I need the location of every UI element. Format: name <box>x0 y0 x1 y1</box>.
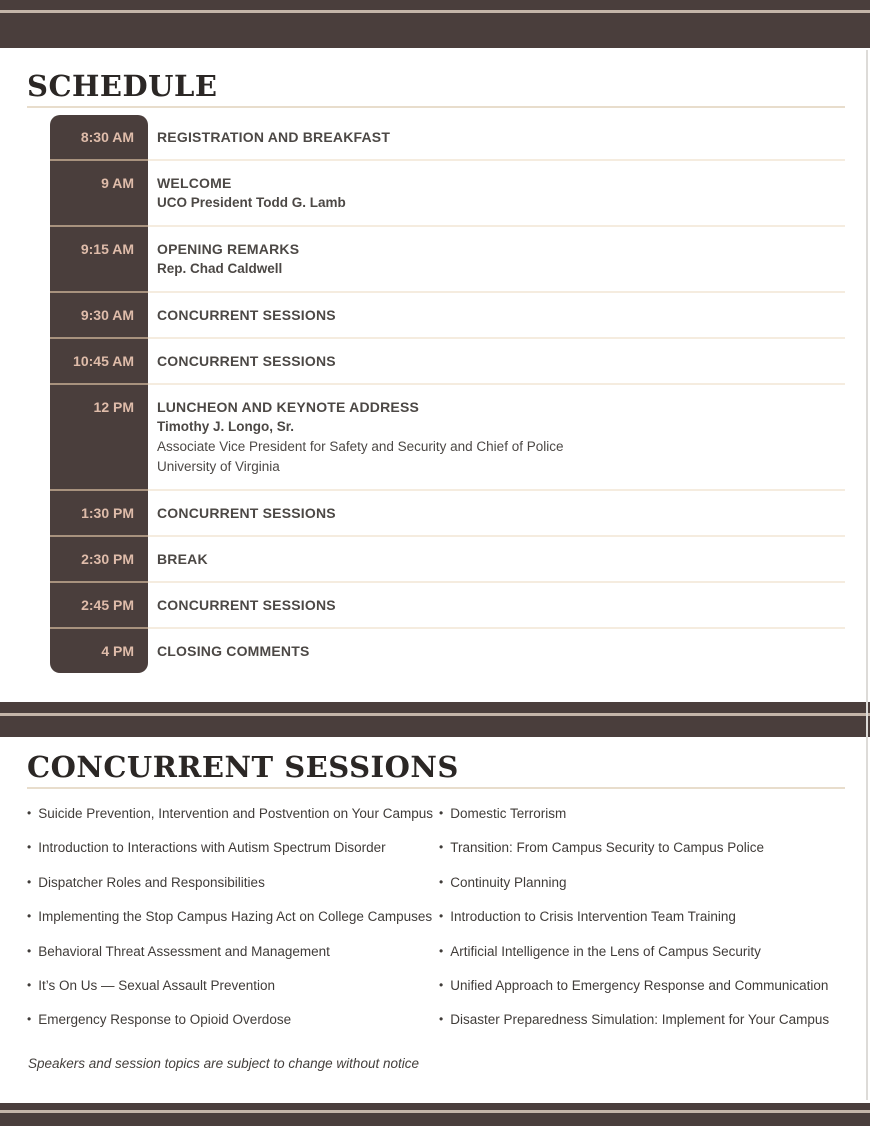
schedule-time-cell: 9:30 AM <box>50 293 148 339</box>
session-topic-label: Emergency Response to Opioid Overdose <box>38 1012 292 1028</box>
session-topic-item <box>439 935 829 969</box>
session-topic-label: Continuity Planning <box>450 874 567 890</box>
session-topic-label: Behavioral Threat Assessment and Management <box>38 943 330 959</box>
bullet-icon: • <box>439 909 444 924</box>
session-topic-item <box>27 900 439 934</box>
session-topic-item <box>27 797 439 831</box>
session-topic-label: It’s On Us — Sexual Assault Prevention <box>38 978 276 994</box>
bottom-band-accent-line <box>0 1110 870 1113</box>
session-topic-label: Introduction to Interactions with Autism Spectrum Disorder <box>38 840 386 856</box>
session-topic-item <box>439 1003 829 1037</box>
session-title: WELCOME <box>157 175 232 191</box>
session-topic-label: Unified Approach to Emergency Response and Communication <box>450 978 829 994</box>
session-topics-left-column <box>27 797 439 1038</box>
session-topic-item <box>439 969 829 1003</box>
session-topic-label: Domestic Terrorism <box>450 806 567 821</box>
schedule-time-cell: 10:45 AM <box>50 339 148 385</box>
bullet-icon: • <box>27 874 32 889</box>
schedule-content-cell <box>148 385 845 491</box>
page-edge-line <box>866 50 868 1100</box>
session-topic-label: Introduction to Crisis Intervention Team Training <box>450 909 736 925</box>
schedule-content-cell <box>148 537 845 583</box>
session-topic-label: Transition: From Campus Security to Campus Police <box>450 840 765 856</box>
disclaimer-note: Speakers and session topics are subject to change without notice <box>28 1055 419 1071</box>
schedule-content-cell <box>148 629 845 673</box>
concurrent-sessions-section <box>0 751 870 1074</box>
session-topics-right-column <box>439 797 829 1038</box>
bullet-icon: • <box>27 1012 32 1027</box>
session-topic-item <box>439 866 829 900</box>
session-topic-label: Suicide Prevention, Intervention and Postvention on Your Campus <box>38 806 433 821</box>
concurrent-sessions-heading: CONCURRENT SESSIONS <box>27 751 845 789</box>
session-topic-item <box>27 935 439 969</box>
session-topic-item <box>439 797 829 831</box>
session-topic-item <box>27 969 439 1003</box>
schedule-content-cell <box>148 115 845 161</box>
session-title: CONCURRENT SESSIONS <box>157 307 336 323</box>
middle-band <box>0 702 870 737</box>
session-title: OPENING REMARKS <box>157 241 300 257</box>
session-title: CONCURRENT SESSIONS <box>157 353 336 369</box>
bullet-icon: • <box>439 943 444 958</box>
schedule-time-cell: 12 PM <box>50 385 148 491</box>
session-topic-label: Implementing the Stop Campus Hazing Act on College Campuses <box>38 909 433 925</box>
schedule-time-cell: 9 AM <box>50 161 148 227</box>
session-topic-label: Dispatcher Roles and Responsibilities <box>38 874 265 890</box>
schedule-section <box>0 70 870 673</box>
session-title: CONCURRENT SESSIONS <box>157 505 336 521</box>
bullet-icon: • <box>27 806 32 820</box>
top-band <box>0 0 870 48</box>
session-title: CONCURRENT SESSIONS <box>157 597 336 613</box>
session-topic-item <box>27 831 439 865</box>
bullet-icon: • <box>439 874 444 889</box>
bullet-icon: • <box>27 978 32 993</box>
top-band-accent-line <box>0 10 870 13</box>
schedule-content-cell <box>148 491 845 537</box>
session-topic-item <box>439 831 829 865</box>
bullet-icon: • <box>439 806 444 820</box>
bottom-band <box>0 1103 870 1126</box>
schedule-content-cell <box>148 227 845 293</box>
schedule-time-cell: 4 PM <box>50 629 148 673</box>
schedule-content-cell <box>148 161 845 227</box>
session-detail: Timothy J. Longo, Sr. <box>157 419 295 434</box>
schedule-content-cell <box>148 293 845 339</box>
schedule-content-cell <box>148 339 845 385</box>
bullet-icon: • <box>27 840 32 855</box>
schedule-content-cell <box>148 583 845 629</box>
session-detail: Associate Vice President for Safety and Security and Chief of Police <box>157 439 564 454</box>
session-topic-label: Disaster Preparedness Simulation: Implement for Your Campus <box>450 1012 830 1028</box>
bullet-icon: • <box>27 909 32 924</box>
schedule-table <box>50 115 845 673</box>
bullet-icon: • <box>439 840 444 855</box>
session-topic-item <box>27 866 439 900</box>
bullet-icon: • <box>439 1012 444 1027</box>
session-topic-item <box>27 1003 439 1037</box>
session-title: BREAK <box>157 551 208 567</box>
session-topics-columns <box>27 797 845 1038</box>
schedule-time-cell: 2:45 PM <box>50 583 148 629</box>
schedule-time-cell: 9:15 AM <box>50 227 148 293</box>
schedule-heading: SCHEDULE <box>27 70 845 108</box>
schedule-time-cell: 2:30 PM <box>50 537 148 583</box>
schedule-time-cell: 8:30 AM <box>50 115 148 161</box>
bullet-icon: • <box>27 943 32 958</box>
session-title: REGISTRATION AND BREAKFAST <box>157 129 391 145</box>
session-detail: UCO President Todd G. Lamb <box>157 195 346 210</box>
bullet-icon: • <box>439 978 444 993</box>
schedule-time-cell: 1:30 PM <box>50 491 148 537</box>
session-detail: University of Virginia <box>157 459 280 474</box>
session-title: CLOSING COMMENTS <box>157 643 310 659</box>
middle-band-accent-line <box>0 713 870 716</box>
session-topic-item <box>439 900 829 934</box>
session-topic-label: Artificial Intelligence in the Lens of Campus Security <box>450 943 761 959</box>
session-detail: Rep. Chad Caldwell <box>157 261 283 276</box>
session-title: LUNCHEON AND KEYNOTE ADDRESS <box>157 399 420 415</box>
